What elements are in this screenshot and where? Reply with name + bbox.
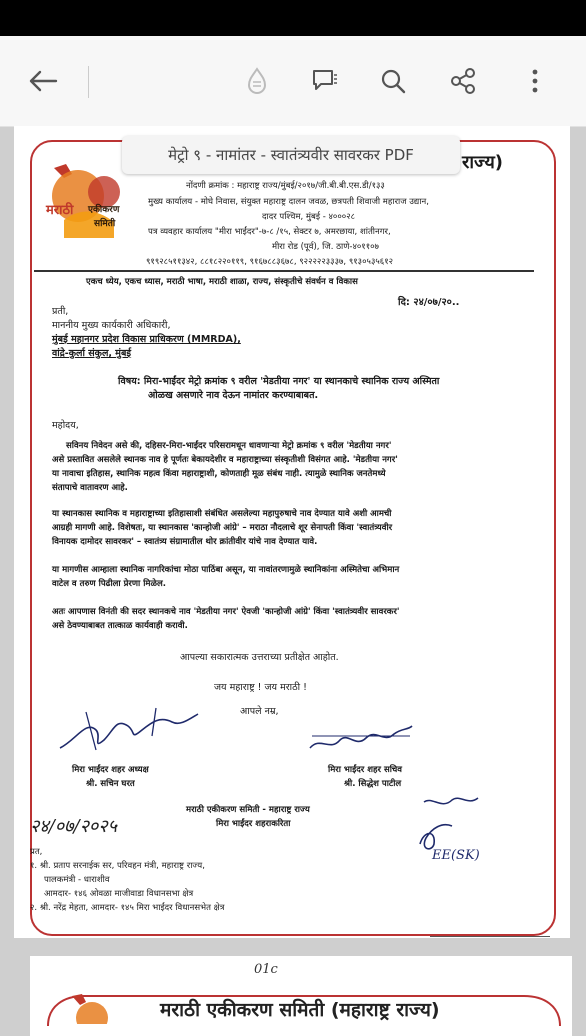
subject-line-2: ओळख असणारे नाव देऊन नामांतर करण्याबाबत. [148, 390, 319, 401]
ink-drop-icon[interactable] [240, 64, 274, 98]
para2-line-2: आग्रही मागणी आहे. विशेषतः, या स्थानकास 'कान्होजी आंग्रे' – मराठा नौदलाचे शूर सेनापती किंवा 'स्वातंत्र्यवीर [52, 523, 393, 533]
para4-line-1: अतः आपणास विनंती की सदर स्थानकचे नाव 'मेडतीया नगर' ऐवजी 'कान्होजी आंग्रे' किंवा 'स्वातंत्र्यवीर सावरकर' [52, 607, 400, 617]
share-icon[interactable] [446, 64, 480, 98]
subject-line-1: विषय: मिरा-भाईंदर मेट्रो क्रमांक ९ वरील 'मेडतीया नगर' या स्थानकाचे स्थानिक राज्य अस्मिता [118, 376, 440, 387]
para2-line-1: या स्थानकास स्थानिक व महाराष्ट्राच्या इतिहासाशी संबंधित असलेल्या महापुरुषाचे नाव देण्यात यावे अशी आमची [52, 509, 392, 519]
org-logo [44, 160, 132, 240]
left-signatory-name: श्री. सचिन घरत [86, 779, 135, 789]
address-line-3: पत्र व्यवहार कार्यालय "मीरा भाईंदर"-७-८ /१५, सेक्टर ७, अमरछाया, शांतीनगर, [148, 227, 391, 237]
addressee-line-1: माननीय मुख्य कार्यकारी अधिकारी, [52, 320, 171, 331]
org-footer-1: मराठी एकीकरण समिती - महाराष्ट्र राज्य [186, 805, 310, 815]
para1-line-3: या नावाचा इतिहास, स्थानिक महत्व किंवा महाराष्ट्राशी, कोणताही मूळ संबंध नाही. त्यामुळे स्थानिक जनतेमध्ये [52, 469, 386, 479]
page2-logo [62, 992, 122, 1024]
org-footer-2: मिरा भाईंदर शहराकरिता [216, 819, 291, 829]
right-signatory-title: मिरा भाईंदर शहर सचिव [328, 765, 403, 775]
salutation: महोदय, [52, 420, 79, 431]
para4-line-2: असे ठेवण्याबाबत तात्काळ कार्यवाही करावी. [52, 621, 188, 631]
copy-to-line-2: पालकमंत्री - धाराशीव [44, 875, 110, 885]
comment-icon[interactable] [308, 64, 342, 98]
addressee-prati: प्रती, [52, 306, 69, 317]
registration-number: नोंदणी क्रमांक : महाराष्ट्र राज्य/मुंबई/२०१७/जी.बी.बी.एस.डी/१३३ [186, 181, 385, 191]
logo-text-ekikaran: एकीकरण [88, 205, 120, 215]
para1-line-1: सविनय निवेदन असे की, दहिसर-मिरा-भाईंदर परिसरामधून धावणाऱ्या मेट्रो क्रमांक ९ वरील 'मेडतीया नगर' [66, 441, 392, 451]
addressee-line-2: मुंबई महानगर प्रदेश विकास प्राधिकरण (MMRDA), [52, 334, 241, 345]
signature-left [56, 700, 216, 764]
address-line-4: मीरा रोड (पूर्व), जि. ठाणे-४०११०७ [272, 242, 379, 252]
para1-line-2: असे प्रस्तावित असलेले स्थानक नाव हे पूर्णतः बेकायदेशीर व महाराष्ट्राच्या संस्कृतीशी विसंगत आहे. 'मेडतीया नगर' [52, 455, 398, 465]
stamp-text: EE(SK) [432, 848, 480, 863]
left-signatory-title: मिरा भाईंदर शहर अध्यक्ष [72, 765, 149, 775]
more-vert-icon[interactable] [518, 64, 552, 98]
page2-header: मराठी एकीकरण समिती (महाराष्ट्र राज्य) [160, 999, 440, 1021]
document-title-pill [122, 136, 460, 174]
closing-line-3: आपले नम्र, [240, 706, 279, 717]
copy-to-label: प्रत, [30, 847, 43, 857]
signature-right [306, 718, 416, 766]
para1-line-4: संतापाचे वातावरण आहे. [52, 483, 128, 493]
right-signatory-name: श्री. सिद्धेश पाटील [344, 779, 402, 789]
handwritten-date: २४/०७/२०२५ [30, 816, 118, 837]
para3-line-2: वाटेल व तरुण पिढीला प्रेरणा मिळेल. [52, 579, 166, 589]
copy-to-line-3: आमदार- १४६ ओवळा माजीवाडा विधानसभा क्षेत्र [44, 889, 194, 899]
arrow-left-icon[interactable] [26, 64, 60, 98]
closing-line-1: आपल्या सकारात्मक उत्तराच्या प्रतीक्षेत आहोत. [180, 652, 339, 663]
motto: एकच ध्येय, एकच ध्यास, मराठी भाषा, मराठी शाळा, राज्य, संस्कृतीचे संवर्धन व विकास [86, 277, 358, 287]
address-line-2: दादर पश्चिम, मुंबई - ४०००२८ [262, 212, 356, 222]
closing-line-2: जय महाराष्ट्र ! जय मराठी ! [214, 682, 307, 693]
address-line-1: मुख्य कार्यालय - मोघे निवास, संयुक्त महाराष्ट्र दालन जवळ, छत्रपती शिवाजी महाराज उद्यान, [148, 197, 429, 207]
org-name-tail: राज्य) [462, 152, 503, 173]
addressee-line-3: वांद्रे-कुर्ला संकुल, मुंबई [52, 348, 132, 359]
copy-to-line-1: १. श्री. प्रताप सरनाईक सर, परिवहन मंत्री, महाराष्ट्र राज्य, [30, 861, 205, 871]
letter-date: दि: २४/०७/२०.. [398, 297, 460, 308]
page-bottom-rule [430, 936, 550, 937]
para2-line-3: विनायक दामोदर सावरकर' – स्वातंत्र्य संग्रामातील थोर क्रांतीवीर यांचे नाव देण्यात यावे. [52, 537, 318, 547]
toolbar-divider [88, 66, 89, 98]
document-title: मेट्रो ९ - नामांतर - स्वातंत्र्यवीर सावरकर PDF [168, 146, 414, 164]
viewer-toolbar [0, 36, 586, 127]
logo-text-samiti: समिती [94, 219, 116, 229]
para3-line-1: या मागणीस आम्हाला स्थानिक नागरिकांचा मोठा पाठिंबा असून, या नावांतरणामुळे स्थानिकांना अस्मितेचा अभिमान [52, 565, 400, 575]
status-bar [0, 0, 586, 36]
search-icon[interactable] [376, 64, 410, 98]
letterhead-divider [34, 270, 534, 272]
page2-mark: 01c [254, 962, 278, 977]
phone-numbers: ९१९२८५११३४२, ८८१८२२०११९, ९१६७८८३६७८, ९२२२२२३३३७, ९१३०५३५६१२ [146, 257, 394, 267]
logo-text-marathi: मराठी [46, 203, 74, 218]
copy-to-line-4: २. श्री. नरेंद्र मेहता, आमदार- १४५ मिरा भाईंदर विधानसभेत क्षेत्र [30, 903, 225, 913]
